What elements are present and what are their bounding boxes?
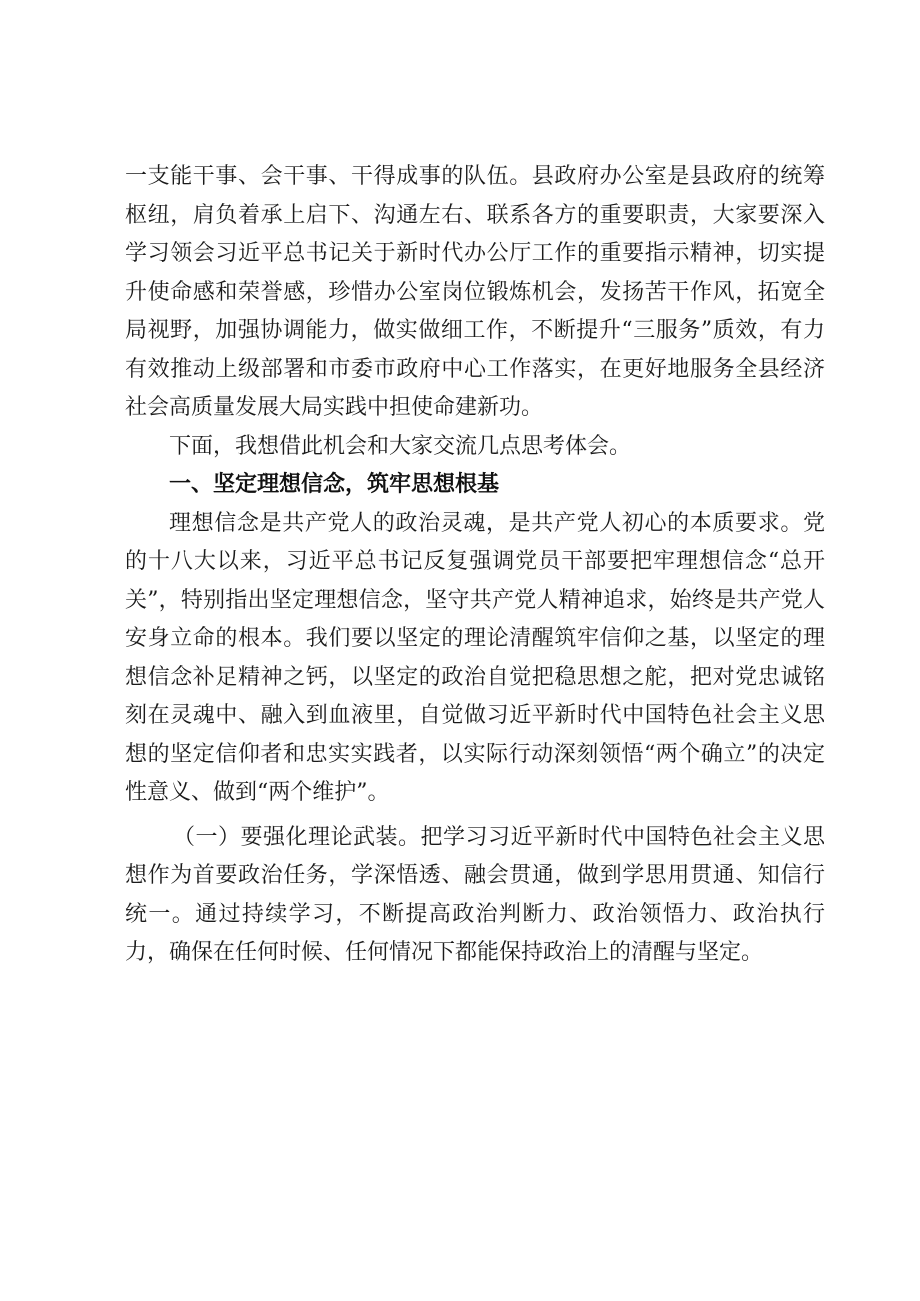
paragraph-subsection-1: （一）要强化理论武装。把学习习近平新时代中国特色社会主义思想作为首要政治任务，学深悟透、融会贯通，做到学思用贯通、知信行统一。通过持续学习，不断提高政治判断力、政治领悟力、政治执行力，确保在任何时候、任何情况下都能保持政治上的清醒与坚定。: [125, 824, 825, 965]
document-body: [125, 158, 825, 973]
section-heading-1: 一、坚定理想信念，筑牢思想根基: [169, 472, 500, 497]
paragraph-intro: 下面，我想借此机会和大家交流几点思考体会。: [169, 433, 632, 459]
paragraph-continuation: 一支能干事、会干事、干得成事的队伍。县政府办公室是县政府的统筹枢纽，肩负着承上启下、沟通左右、联系各方的重要职责，大家要深入学习领会习近平总书记关于新时代办公厅工作的重要指示精神，切实提升使命感和荣誉感，珍惜办公室岗位锻炼机会，发扬苦干作风，拓宽全局视野，加强协调能力，做实做细工作，不断提升“三服务”质效，有力有效推动上级部署和市委市政府中心工作落实，在更好地服务全县经济社会高质量发展大局实践中担使命建新功。: [125, 164, 825, 420]
paragraph-section-1: 理想信念是共产党人的政治灵魂，是共产党人初心的本质要求。党的十八大以来，习近平总书记反复强调党员干部要把牢理想信念“总开关”，特别指出坚定理想信念，坚守共产党人精神追求，始终是共产党人安身立命的根本。我们要以坚定的理论清醒筑牢信仰之基，以坚定的理想信念补足精神之钙，以坚定的政治自觉把稳思想之舵，把对党忠诚铭刻在灵魂中、融入到血液里，自觉做习近平新时代中国特色社会主义思想的坚定信仰者和忠实实践者，以实际行动深刻领悟“两个确立”的决定性意义、做到“两个维护”。: [125, 510, 825, 805]
